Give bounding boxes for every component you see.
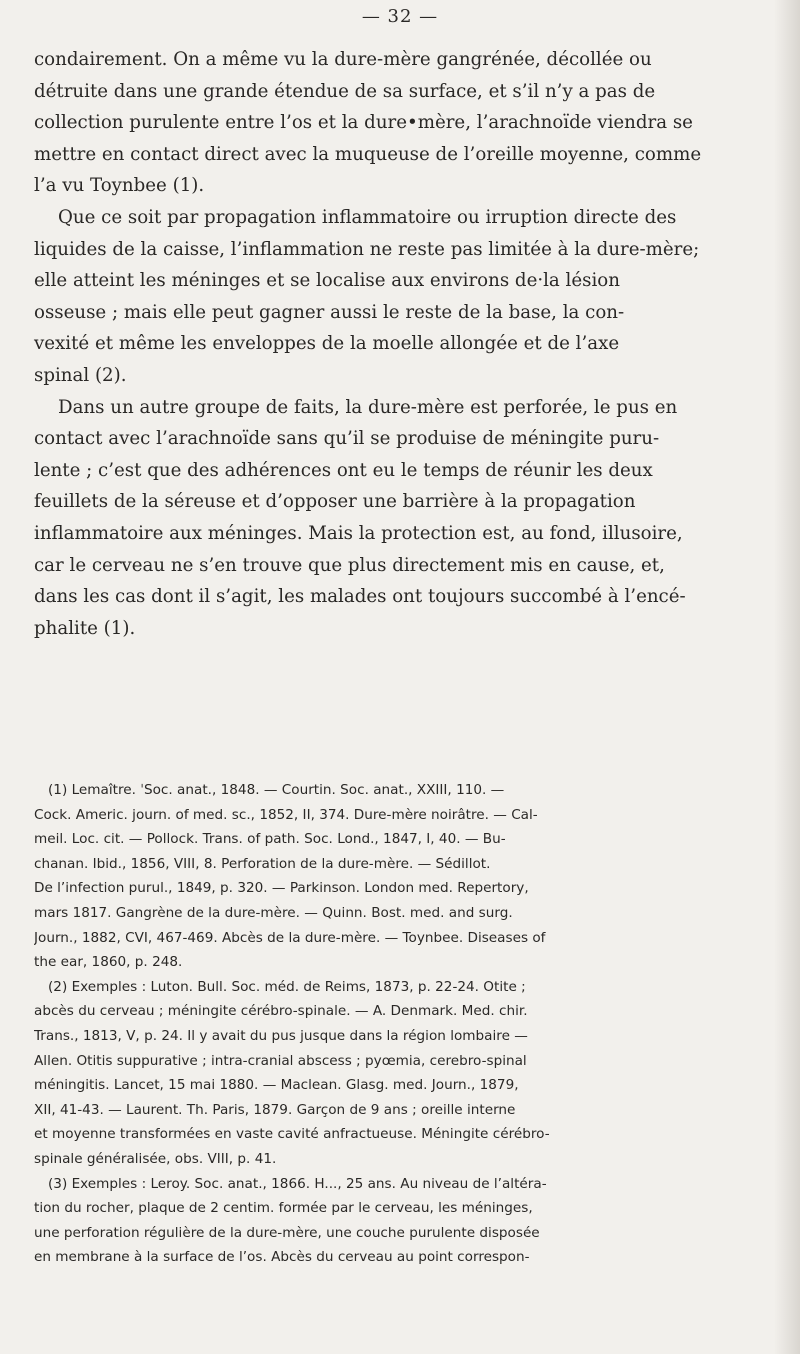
footnote-line: the ear, 1860, p. 248.: [34, 954, 183, 971]
footnote-line: mars 1817. Gangrène de la dure-mère. — Quinn. Bost. med. and surg.: [34, 904, 513, 921]
footnote-line: tion du rocher, plaque de 2 centim. formée par le cerveau, les méninges,: [34, 1200, 533, 1217]
text-line: collection purulente entre l’os et la dure•mère, l’arachnoïde viendra se: [34, 112, 693, 134]
page-edge-shadow: [774, 0, 800, 1354]
footnote-line: une perforation régulière de la dure-mère, une couche purulente disposée: [34, 1224, 540, 1241]
paragraph-1: [34, 44, 770, 202]
text-line: Dans un autre groupe de faits, la dure-mère est perforée, le pus en: [58, 396, 678, 418]
body-text: [34, 44, 770, 644]
text-line: osseuse ; mais elle peut gagner aussi le reste de la base, la con-: [34, 301, 625, 323]
footnote-line: chanan. Ibid., 1856, VIII, 8. Perforation de la dure-mère. — Sédillot.: [34, 855, 491, 872]
footnote-line: XII, 41-43. — Laurent. Th. Paris, 1879. Garçon de 9 ans ; oreille interne: [34, 1101, 516, 1118]
footnote-line: meil. Loc. cit. — Pollock. Trans. of path. Soc. Lond., 1847, I, 40. — Bu-: [34, 831, 506, 848]
text-line: détruite dans une grande étendue de sa surface, et s’il n’y a pas de: [34, 80, 656, 102]
text-line: mettre en contact direct avec la muqueuse de l’oreille moyenne, comme: [34, 143, 702, 165]
text-line: l’a vu Toynbee (1).: [34, 175, 205, 197]
footnote-line: De l’infection purul., 1849, p. 320. — Parkinson. London med. Repertory,: [34, 880, 529, 897]
footnote-line: Allen. Otitis suppurative ; intra-cranial abscess ; pyœmia, cerebro-spinal: [34, 1052, 527, 1069]
footnote-line: (3) Exemples : Leroy. Soc. anat., 1866. H..., 25 ans. Au niveau de l’altéra-: [48, 1175, 547, 1192]
footnote-line: abcès du cerveau ; méningite cérébro-spinale. — A. Denmark. Med. chir.: [34, 1003, 528, 1020]
footnote-1: [34, 778, 770, 975]
paragraph-2: [34, 202, 770, 392]
footnote-line: (1) Lemaître. ˈSoc. anat., 1848. — Courtin. Soc. anat., XXIII, 110. —: [48, 782, 505, 798]
text-line: feuillets de la séreuse et d’opposer une barrière à la propagation: [34, 491, 636, 513]
footnotes: [34, 778, 770, 1270]
text-line: car le cerveau ne s’en trouve que plus directement mis en cause, et,: [34, 554, 665, 576]
text-line: elle atteint les méninges et se localise aux environs de·la lésion: [34, 270, 620, 292]
footnote-line: (2) Exemples : Luton. Bull. Soc. méd. de Reims, 1873, p. 22-24. Otite ;: [48, 978, 526, 995]
footnote-line: méningitis. Lancet, 15 mai 1880. — Maclean. Glasg. med. Journ., 1879,: [34, 1077, 519, 1094]
footnote-line: en membrane à la surface de l’os. Abcès du cerveau au point correspon-: [34, 1249, 530, 1266]
footnote-line: Journ., 1882, CVI, 467-469. Abcès de la dure-mère. — Toynbee. Diseases of: [34, 929, 546, 946]
text-line: lente ; c’est que des adhérences ont eu le temps de réunir les deux: [34, 459, 653, 481]
footnote-2: [34, 975, 770, 1172]
text-line: condairement. On a même vu la dure-mère gangrénée, décollée ou: [34, 49, 652, 70]
text-line: phalite (1).: [34, 617, 136, 639]
footnote-line: et moyenne transformées en vaste cavité anfractueuse. Méningite cérébro-: [34, 1126, 550, 1143]
footnote-line: Cock. Americ. journ. of med. sc., 1852, II, 374. Dure-mère noirâtre. — Cal-: [34, 806, 538, 823]
text-line: spinal (2).: [34, 364, 127, 386]
text-line: Que ce soit par propagation inflammatoire ou irruption directe des: [58, 206, 677, 228]
text-line: inflammatoire aux méninges. Mais la protection est, au fond, illusoire,: [34, 522, 683, 544]
footnote-line: spinale généralisée, obs. VIII, p. 41.: [34, 1150, 277, 1167]
text-line: vexité et même les enveloppes de la moelle allongée et de l’axe: [34, 333, 620, 355]
paragraph-3: [34, 392, 770, 645]
text-line: liquides de la caisse, l’inflammation ne reste pas limitée à la dure-mère;: [34, 238, 700, 260]
text-line: dans les cas dont il s’agit, les malades ont toujours succombé à l’encé-: [34, 586, 686, 608]
footnote-line: Trans., 1813, V, p. 24. Il y avait du pus jusque dans la région lombaire —: [34, 1027, 528, 1044]
footnote-3: [34, 1172, 770, 1270]
page-number: — 32 —: [361, 6, 439, 27]
text-line: contact avec l’arachnoïde sans qu’il se produise de méningite puru-: [34, 428, 660, 450]
